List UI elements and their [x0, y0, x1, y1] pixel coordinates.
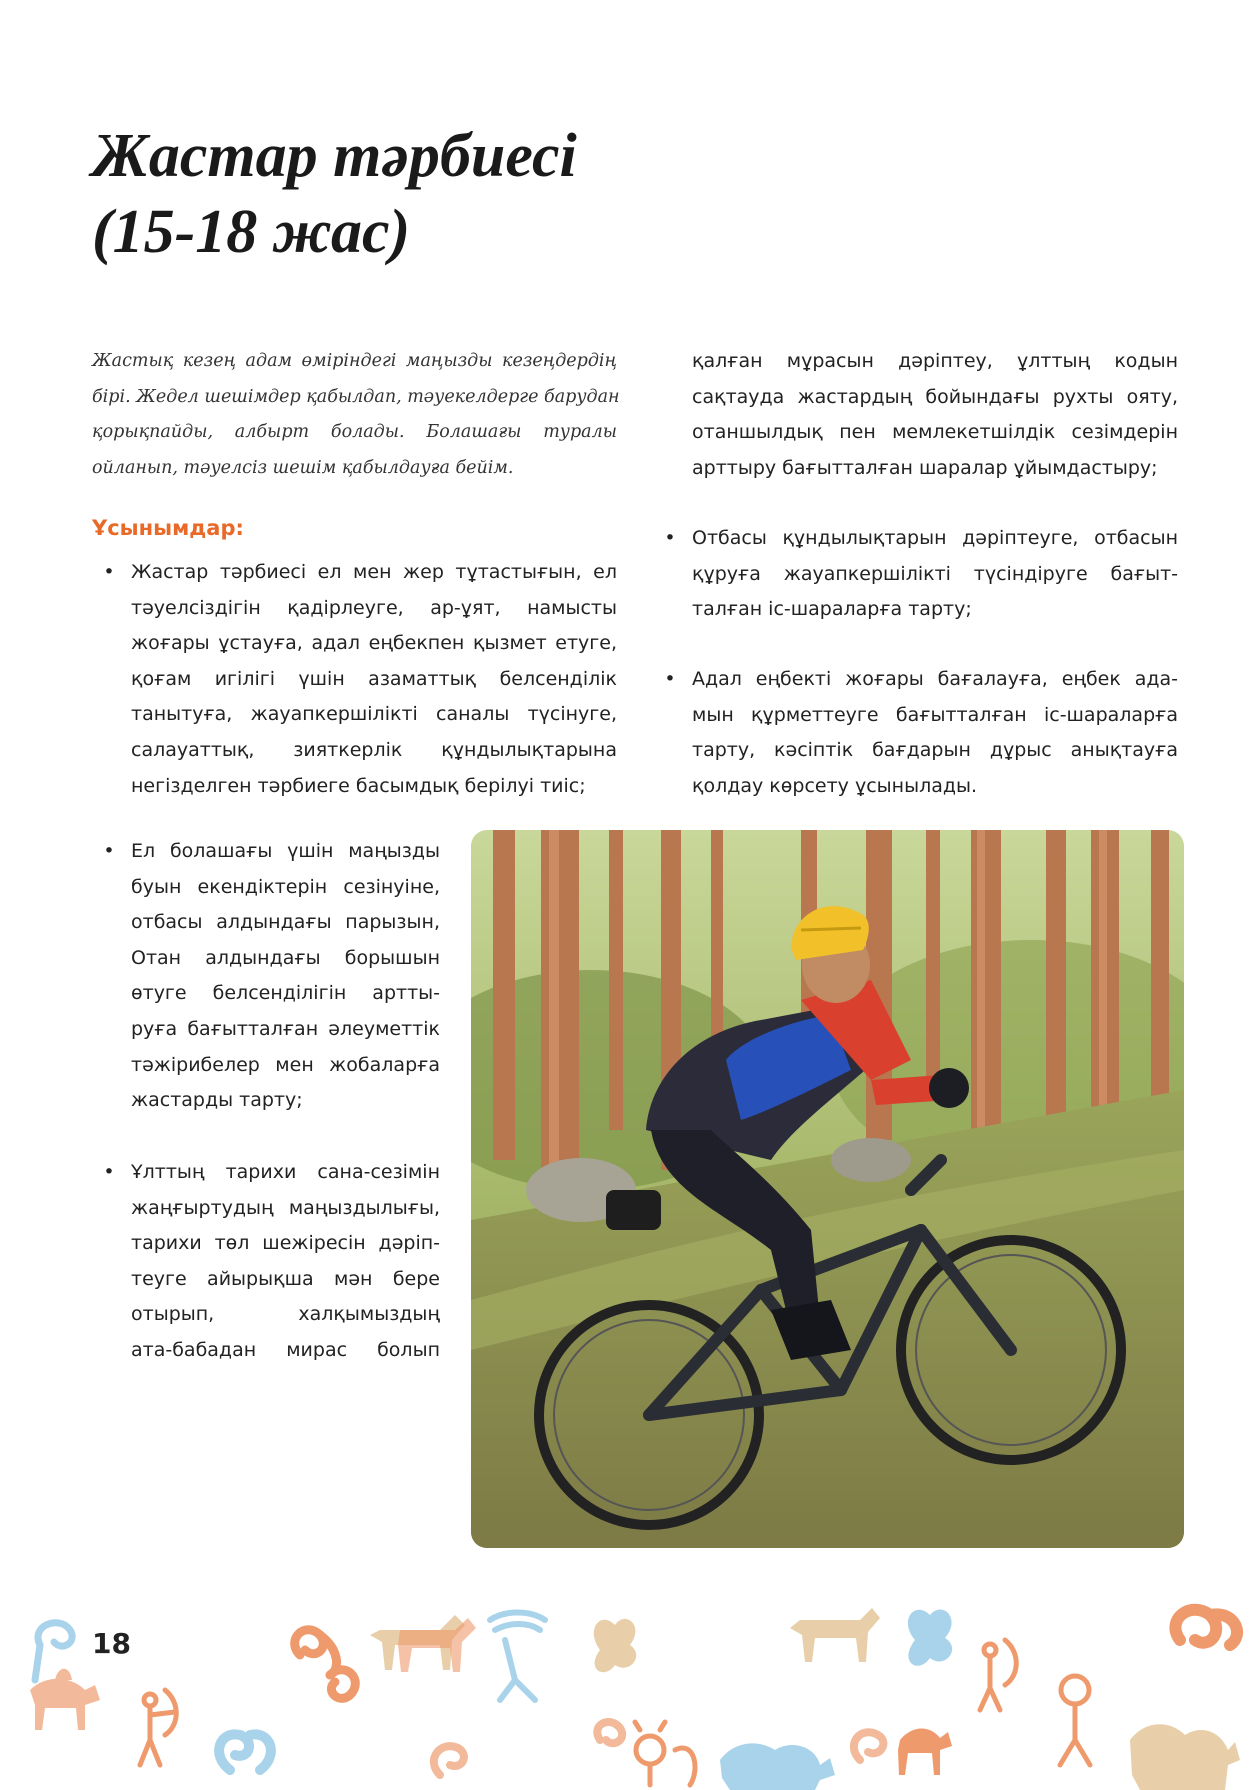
bullet-icon: • — [103, 561, 115, 583]
page-number: 18 — [92, 1627, 131, 1660]
text-line: тәжірибелер мен жобаларға — [131, 1053, 440, 1076]
recommendation-item-4 — [664, 521, 1178, 628]
text-line: арттыру бағытталған шаралар ұйымдастыру; — [692, 456, 1158, 479]
text-line: Адал еңбекті жоғары бағалауға, еңбек ада- — [692, 668, 1178, 690]
recommendation-item-3-continued — [692, 344, 1178, 486]
intro-line: Жастық кезең адам өміріндегі маңызды кезеңдердің — [92, 351, 617, 371]
text-line: отаншылдық пен мемлекетшілдік сезімдерін — [692, 421, 1178, 444]
text-line: Жастар тәрбиесі ел мен жер тұтастығын, ел — [131, 561, 617, 583]
cyclist-photo — [471, 830, 1184, 1548]
text-line: мын құрметтеуге бағытталған іс-шараларға — [692, 703, 1178, 726]
title-line-1: Жастар тәрбиесі — [92, 122, 577, 190]
bullet-icon: • — [103, 1161, 115, 1183]
bullet-icon: • — [664, 527, 676, 549]
text-line: Ұлттың тарихи сана-сезімін — [131, 1161, 440, 1183]
text-line: руға бағытталған әлеуметтік — [131, 1017, 440, 1040]
text-line: отырып, халқымыздың — [131, 1303, 440, 1326]
intro-line: бірі. Жедел шешімдер қабылдап, тәуекелдерге барудан — [92, 386, 620, 407]
text-line: тарту, кәсіптік бағдарын дұрыс анықтауға — [692, 739, 1178, 762]
bullet-icon: • — [664, 668, 676, 690]
text-line: салауаттық, зияткерлік құндылықтарына — [131, 738, 617, 761]
text-line: жастарды тарту; — [131, 1089, 303, 1112]
intro-paragraph — [92, 344, 620, 486]
text-line: талған іс-шараларға тарту; — [692, 598, 972, 621]
text-line: қоғам игілігі үшін азаматтық белсенділік — [131, 667, 617, 690]
recommendation-item-5 — [664, 662, 1178, 804]
intro-line: қорықпайды, албырт болады. Болашағы туралы — [92, 422, 617, 442]
text-line: отбасы алдындағы парызын, — [131, 911, 440, 934]
text-line: құруға жауапкершілікті түсіндіруге бағыт- — [692, 562, 1178, 585]
text-line: Ел болашағы үшін маңызды — [131, 840, 440, 862]
bullet-icon: • — [103, 840, 115, 862]
text-line: жаңғыртудың маңыздылығы, — [131, 1196, 440, 1219]
text-line: сақтауда жастардың бойындағы рухты ояту, — [692, 385, 1178, 408]
recommendation-item-2 — [103, 834, 440, 1119]
petroglyph-ornament-icon — [0, 1590, 1258, 1790]
text-line: өтуге белсенділігін артты- — [131, 982, 440, 1005]
recommendation-item-1 — [103, 555, 617, 804]
text-line: тарихи төл шежіресін дәріп- — [131, 1232, 440, 1255]
recommendation-item-3 — [103, 1155, 440, 1369]
recommendations-heading: Ұсынымдар: — [92, 516, 244, 540]
text-line: қолдау көрсету ұсынылады. — [692, 774, 978, 797]
text-line: ата-бабадан мирас болып — [131, 1338, 440, 1361]
text-line: қалған мұрасын дәріптеу, ұлттың кодын — [692, 350, 1178, 372]
text-line: танытуға, жауапкершілікті саналы түсінуге, — [131, 703, 617, 726]
intro-line: ойланып, тәуелсіз шешім қабылдауға бейім. — [92, 457, 514, 478]
page-title — [92, 118, 892, 270]
text-line: жоғары ұстауға, адал еңбекпен қызмет етуге, — [131, 632, 617, 655]
text-line: буын екендіктерін сезінуіне, — [131, 875, 440, 898]
text-line: Отан алдындағы борышын — [131, 946, 440, 969]
title-line-2: (15-18 жас) — [92, 198, 411, 266]
text-line: теуге айырықша мән бере — [131, 1267, 440, 1290]
text-line: тәуелсіздігін қадірлеуге, ар-ұят, намысты — [131, 596, 617, 619]
text-line: Отбасы құндылықтарын дәріптеуге, отбасын — [692, 527, 1178, 549]
text-line: негізделген тәрбиеге басымдық берілуі тиіс; — [131, 774, 586, 797]
